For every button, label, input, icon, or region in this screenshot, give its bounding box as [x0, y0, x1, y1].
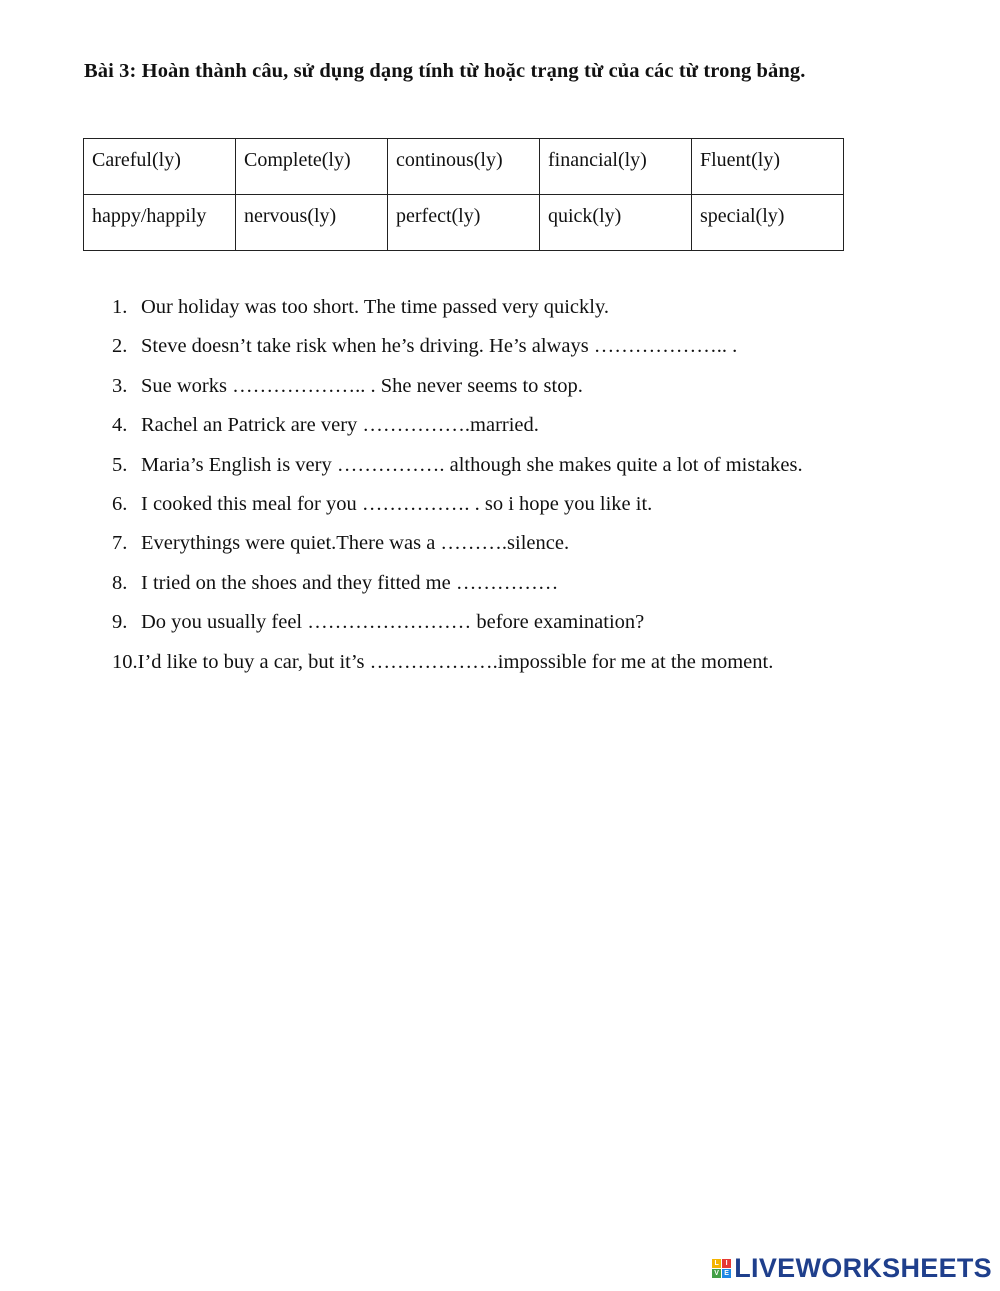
- exercise-number: 1.: [112, 296, 128, 318]
- exercise-item: [112, 371, 803, 410]
- exercise-list: [112, 292, 803, 686]
- exercise-item: [112, 528, 803, 567]
- logo-mark-tile: V: [712, 1269, 721, 1278]
- exercise-text: I tried on the shoes and they fitted me ……………: [141, 571, 559, 594]
- exercise-item: [112, 568, 803, 607]
- exercise-number: 9.: [112, 611, 128, 634]
- exercise-number: 8.: [112, 571, 128, 594]
- exercise-text: Sue works ……………….. . She never seems to stop.: [141, 374, 583, 397]
- exercise-number: 3.: [112, 374, 128, 397]
- exercise-item: [112, 607, 803, 646]
- exercise-item: [112, 410, 803, 449]
- exercise-text: Do you usually feel …………………… before examination?: [141, 611, 645, 634]
- word-cell: happy/happily: [84, 195, 236, 251]
- exercise-text: I cooked this meal for you ……………. . so i hope you like it.: [141, 492, 653, 515]
- word-cell: special(ly): [692, 195, 844, 251]
- word-cell: financial(ly): [540, 139, 692, 195]
- word-cell: nervous(ly): [236, 195, 388, 251]
- exercise-number: 10.: [112, 650, 138, 673]
- exercise-item: [112, 450, 803, 489]
- logo-mark-tile: L: [712, 1259, 721, 1268]
- exercise-heading: Bài 3: Hoàn thành câu, sử dụng dạng tính từ hoặc trạng từ của các từ trong bảng.: [84, 60, 806, 82]
- exercise-text: I’d like to buy a car, but it’s ……………….impossible for me at the moment.: [137, 650, 774, 673]
- word-cell: perfect(ly): [388, 195, 540, 251]
- word-table: [83, 138, 844, 251]
- logo-mark-tile: E: [722, 1269, 731, 1278]
- word-cell: continous(ly): [388, 139, 540, 195]
- word-table-row: [84, 195, 844, 251]
- liveworksheets-logo: [712, 1253, 992, 1284]
- exercise-number: 5.: [112, 453, 128, 476]
- word-cell: quick(ly): [540, 195, 692, 251]
- exercise-item: [112, 489, 803, 528]
- exercise-number: 4.: [112, 414, 128, 437]
- exercise-text: Everythings were quiet.There was a ……….silence.: [141, 532, 570, 555]
- exercise-text: Our holiday was too short. The time passed very quickly.: [141, 296, 609, 318]
- exercise-item: [112, 331, 803, 370]
- exercise-number: 7.: [112, 532, 128, 555]
- exercise-text: Rachel an Patrick are very …………….married.: [141, 414, 539, 437]
- word-cell: Fluent(ly): [692, 139, 844, 195]
- exercise-text: Maria’s English is very ……………. although she makes quite a lot of mistakes.: [141, 453, 803, 476]
- logo-mark-tile: I: [722, 1259, 731, 1268]
- logo-mark-icon: [712, 1259, 731, 1278]
- exercise-text: Steve doesn’t take risk when he’s driving. He’s always ……………….. .: [141, 335, 738, 358]
- word-table-row: [84, 139, 844, 195]
- exercise-number: 2.: [112, 335, 128, 358]
- word-cell: Complete(ly): [236, 139, 388, 195]
- exercise-item: [112, 647, 803, 686]
- logo-text: LIVEWORKSHEETS: [734, 1253, 992, 1283]
- exercise-item: [112, 292, 803, 331]
- exercise-number: 6.: [112, 492, 128, 515]
- word-cell: Careful(ly): [84, 139, 236, 195]
